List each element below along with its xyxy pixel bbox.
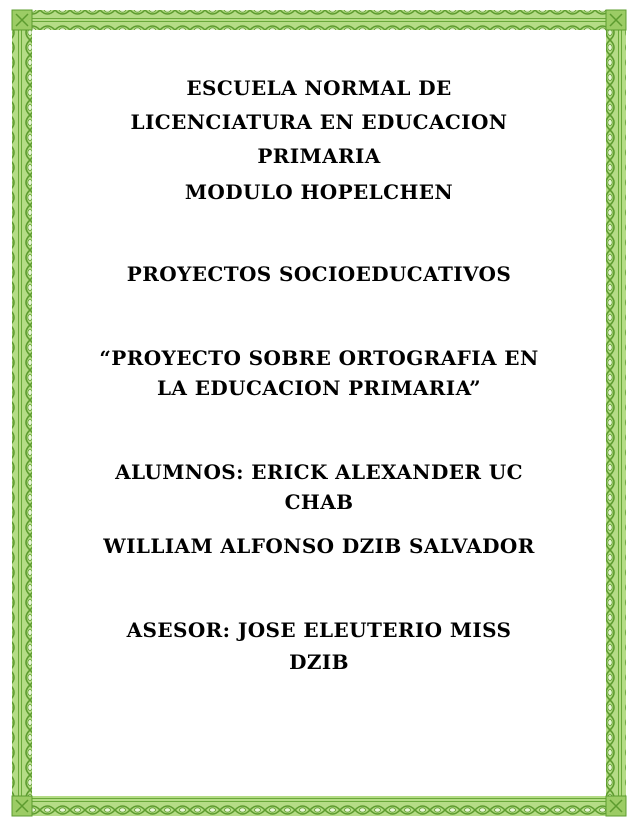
border-right <box>606 10 626 816</box>
school-name-line-1: ESCUELA NORMAL DE <box>186 76 452 100</box>
students-line-1: ALUMNOS: ERICK ALEXANDER UC <box>115 460 523 484</box>
project-title-line-1: “PROYECTO SOBRE ORTOGRAFIA EN <box>99 346 539 370</box>
border-corner-top-left <box>12 10 32 30</box>
border-left <box>12 10 32 816</box>
students-line-2: CHAB <box>284 490 354 514</box>
border-corner-bottom-right <box>606 796 626 816</box>
module-name: MODULO HOPELCHEN <box>184 180 454 204</box>
course-name: PROYECTOS SOCIOEDUCATIVOS <box>126 262 512 286</box>
border-top <box>12 10 626 30</box>
border-corner-top-right <box>606 10 626 30</box>
border-corner-bottom-left <box>12 796 32 816</box>
advisor-line-2: DZIB <box>289 650 349 674</box>
school-name-line-2: LICENCIATURA EN EDUCACION <box>130 110 508 134</box>
students-line-3: WILLIAM ALFONSO DZIB SALVADOR <box>103 534 535 558</box>
advisor-line-1: ASESOR: JOSE ELEUTERIO MISS <box>126 618 512 642</box>
border-bottom <box>12 796 626 816</box>
school-name-line-3: PRIMARIA <box>257 144 381 168</box>
project-title-line-2: LA EDUCACION PRIMARIA” <box>156 376 482 400</box>
